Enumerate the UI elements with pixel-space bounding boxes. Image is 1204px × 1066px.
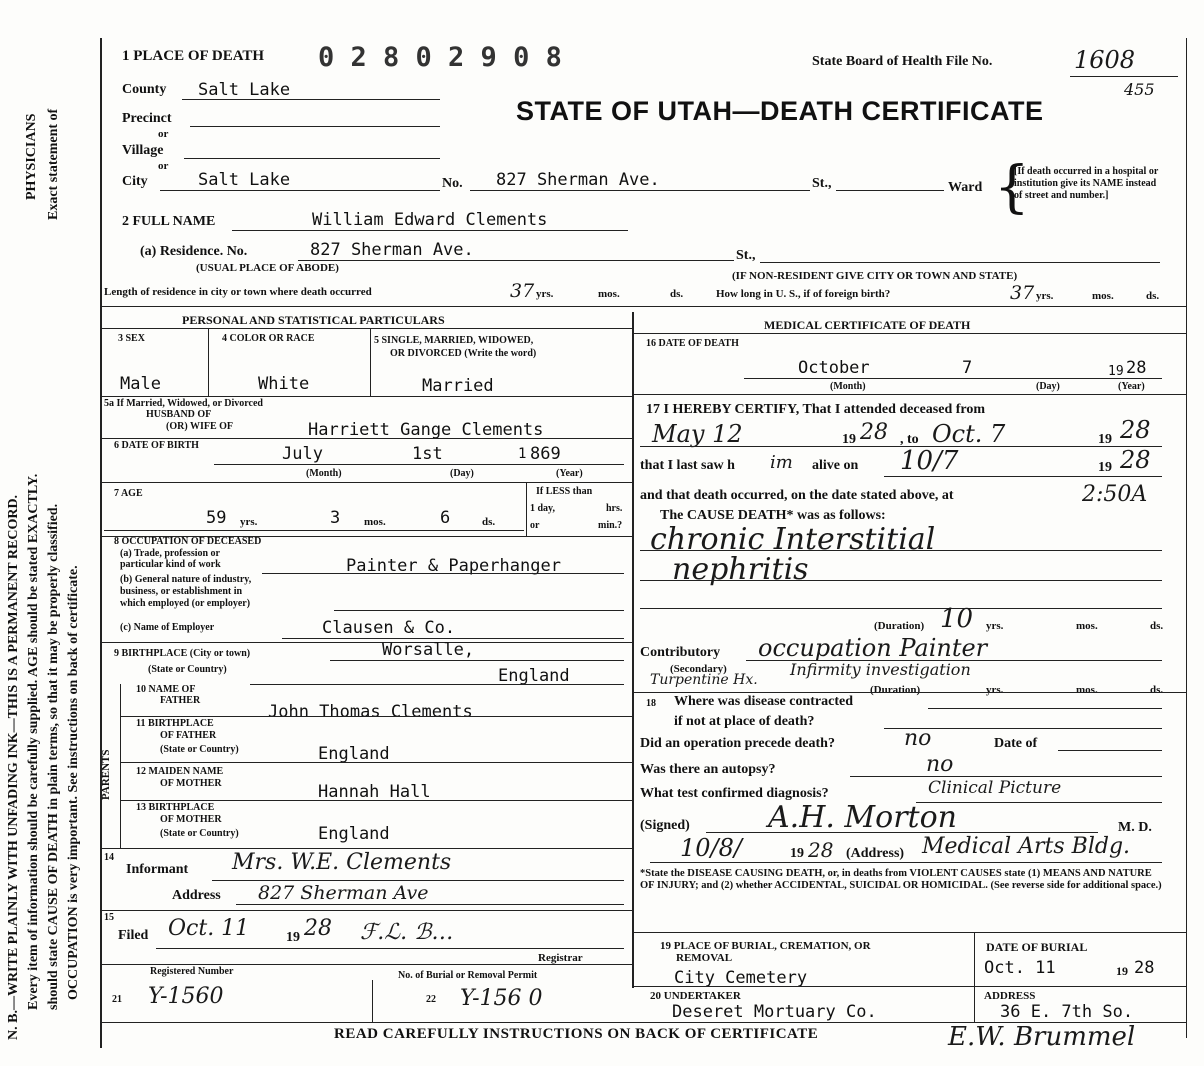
street-label: St.,	[812, 176, 832, 191]
item-21-number: 21	[112, 994, 122, 1005]
occupation-b1: (b) General nature of industry,	[120, 574, 252, 585]
burial-permit-label: No. of Burial or Removal Permit	[398, 970, 538, 981]
occupation-a1: (a) Trade, profession or	[120, 548, 220, 559]
color-label: 4 COLOR OR RACE	[222, 333, 315, 344]
to-label: , to	[900, 432, 919, 447]
signed-year-prefix: 19	[790, 846, 804, 861]
cause-label: The CAUSE DEATH* was as follows:	[660, 508, 886, 523]
cause-primary-1: chronic Interstitial	[650, 522, 936, 557]
county-label: County	[122, 82, 167, 97]
signed-year: 28	[808, 838, 834, 862]
attended-from-year: 28	[860, 420, 888, 445]
md-label: M. D.	[1118, 820, 1152, 835]
dod-year-caption: (Year)	[1118, 381, 1145, 392]
reg-number-value: Y-1560	[148, 984, 224, 1009]
registrar-signature: ℱ.ℒ. ℬ…	[360, 920, 454, 945]
duration-mos-unit: mos.	[1076, 620, 1098, 632]
certify-label: 17 I HEREBY CERTIFY, That I attended deceased from	[646, 402, 986, 417]
side-note-3: should state CAUSE OF DEATH in plain terms, so that it may be properly classified.	[46, 503, 61, 1010]
undertaker-label: 20 UNDERTAKER	[650, 990, 741, 1002]
address-value: 827 Sherman Ave	[258, 882, 429, 904]
death-time: 2:50A	[1082, 482, 1148, 507]
age-ds-unit: ds.	[482, 516, 496, 528]
footer-signature: E.W. Brummel	[948, 1022, 1136, 1052]
employer-value: Clausen & Co.	[322, 618, 456, 638]
burial-year: 28	[1134, 958, 1155, 978]
parents-label: PARENTS	[100, 749, 112, 800]
attended-to-year-prefix: 19	[1098, 432, 1112, 447]
autopsy-label: Was there an autopsy?	[640, 762, 776, 777]
how-long-yrs-unit: yrs.	[1036, 290, 1054, 302]
employer-label: (c) Name of Employer	[120, 622, 215, 633]
registrar-caption: Registrar	[538, 952, 583, 964]
mother-bp-1: 13 BIRTHPLACE	[136, 802, 215, 813]
spouse-label-3: (OR) WIFE OF	[166, 421, 234, 432]
item-15-number: 15	[104, 912, 114, 923]
age-label: 7 AGE	[114, 488, 143, 499]
medical-header: MEDICAL CERTIFICATE OF DEATH	[764, 318, 971, 332]
physician-address: Medical Arts Bldg.	[922, 834, 1131, 859]
how-long-mos-unit: mos.	[1092, 290, 1114, 302]
side-note-1b: PHYSICIANS	[24, 113, 39, 200]
state-country-caption: (State or Country)	[148, 664, 227, 675]
contributory-value-3: Infirmity investigation	[790, 660, 971, 679]
dod-year: 28	[1126, 358, 1147, 378]
duration-ds-unit: ds.	[1150, 620, 1164, 632]
hospital-brace: {	[994, 155, 1030, 220]
duration2-mos-unit: mos.	[1076, 684, 1098, 696]
state-disease-note: *State the DISEASE CAUSING DEATH, or, in deaths from VIOLENT CAUSES state (1) MEANS AND NATURE OF INJURY; and (2) whether ACCIDENTAL, SUICIDAL OR HOMICIDAL. (See reverse side for additional space.)	[640, 868, 1162, 891]
ward-label: Ward	[948, 180, 983, 195]
informant-value: Mrs. W.E. Clements	[232, 850, 452, 875]
filed-label: Filed	[118, 928, 149, 943]
dob-day: 1st	[412, 444, 443, 464]
city-value: Salt Lake	[198, 170, 291, 190]
left-border	[100, 38, 102, 1048]
duration-yrs-unit: yrs.	[986, 620, 1004, 632]
length-ds-unit: ds.	[670, 288, 684, 300]
signed-label: (Signed)	[640, 818, 690, 833]
mother-label-1: 12 MAIDEN NAME	[136, 766, 224, 777]
file-number: 1608	[1074, 46, 1136, 74]
duration2-label: (Duration)	[870, 684, 921, 696]
duration-value: 10	[940, 604, 974, 634]
occupation-label: 8 OCCUPATION OF DECEASED	[114, 536, 262, 547]
duration-label: (Duration)	[874, 620, 925, 632]
street-no-value: 827 Sherman Ave.	[496, 170, 660, 190]
mother-birthplace: England	[318, 824, 390, 844]
length-yrs-unit: yrs.	[536, 288, 554, 300]
where-contracted-label: Where was disease contracted	[674, 694, 853, 709]
mother-bp-3: (State or Country)	[160, 828, 239, 839]
section-divider	[100, 306, 1186, 307]
contributory-value-2: Turpentine Hx.	[650, 672, 758, 688]
father-label-1: 10 NAME OF	[136, 684, 196, 695]
age-yrs-unit: yrs.	[240, 516, 258, 528]
hrs-label: hrs.	[606, 503, 623, 514]
undertaker-value: Deseret Mortuary Co.	[672, 1002, 877, 1022]
stamp-number: 0 2 8 0 2 9 0 8	[318, 42, 562, 73]
autopsy-value: no	[926, 752, 954, 777]
length-residence-label: Length of residence in city or town where death occurred	[104, 286, 372, 298]
item-22-number: 22	[426, 994, 436, 1005]
how-long-label: How long in U. S., if of foreign birth?	[716, 288, 891, 300]
duration2-yrs-unit: yrs.	[986, 684, 1004, 696]
city-label: City	[122, 174, 148, 189]
occupation-b3: which employed (or employer)	[120, 598, 251, 609]
contributory-label: Contributory	[640, 645, 721, 660]
attended-to: Oct. 7	[932, 420, 1006, 448]
street-no-label: No.	[442, 176, 463, 191]
age-years: 59	[206, 508, 227, 528]
burial-year-prefix: 19	[1116, 964, 1128, 978]
burial-place: City Cemetery	[674, 968, 808, 988]
residence-st-label: St.,	[736, 248, 756, 263]
date-of-label: Date of	[994, 736, 1038, 751]
county-value: Salt Lake	[198, 80, 291, 100]
contributory-value: occupation Painter	[758, 634, 988, 662]
operation-label: Did an operation precede death?	[640, 736, 835, 751]
file-number-sub: 455	[1124, 80, 1155, 99]
duration2-ds-unit: ds.	[1150, 684, 1164, 696]
physician-signature: A.H. Morton	[768, 800, 957, 835]
last-saw-date: 10/7	[900, 446, 959, 476]
occupation-a2: particular kind of work	[120, 559, 221, 570]
test-label: What test confirmed diagnosis?	[640, 786, 829, 801]
dob-month-caption: (Month)	[306, 468, 342, 479]
dob-month: July	[282, 444, 323, 464]
dod-label: 16 DATE OF DEATH	[646, 338, 739, 349]
hospital-note: [If death occurred in a hospital or institution give its NAME instead of street and number.]	[1014, 166, 1159, 201]
dob-year-prefix: 1	[518, 446, 527, 462]
burial-label-1: 19 PLACE OF BURIAL, CREMATION, OR	[660, 940, 871, 952]
length-residence-yrs: 37	[510, 280, 535, 302]
spouse-value: Harriett Gange Clements	[308, 420, 544, 440]
side-note-4: OCCUPATION is very important. See instructions on back of certificate.	[66, 565, 81, 1000]
item-14-number: 14	[104, 852, 114, 863]
dob-day-caption: (Day)	[450, 468, 474, 479]
mother-label-2: OF MOTHER	[160, 778, 222, 789]
dod-year-prefix: 19	[1108, 364, 1124, 379]
burial-label-2: REMOVAL	[676, 952, 733, 964]
test-value: Clinical Picture	[928, 778, 1062, 798]
attended-from: May 12	[652, 420, 743, 448]
occupation-b2: business, or establishment in	[120, 586, 243, 597]
nonresident-caption: (IF NON-RESIDENT GIVE CITY OR TOWN AND STATE)	[732, 270, 1018, 282]
village-label: Village	[122, 143, 164, 158]
dod-day-caption: (Day)	[1036, 381, 1060, 392]
birthplace-label: 9 BIRTHPLACE (City or town)	[114, 648, 251, 659]
marital-value: Married	[422, 376, 494, 396]
or-2: or	[158, 160, 169, 172]
father-name: John Thomas Clements	[268, 702, 473, 722]
how-long-ds-unit: ds.	[1146, 290, 1160, 302]
operation-value: no	[904, 726, 932, 751]
dod-month: October	[798, 358, 870, 378]
right-border	[1186, 38, 1187, 1038]
or-label: or	[530, 520, 540, 531]
personal-header: PERSONAL AND STATISTICAL PARTICULARS	[182, 313, 445, 327]
last-saw-pronoun: im	[770, 452, 793, 473]
or-1: or	[158, 128, 169, 140]
address-label: Address	[172, 888, 221, 903]
cause-primary-2: nephritis	[672, 552, 809, 587]
occupation-value: Painter & Paperhanger	[346, 556, 561, 576]
age-mos-unit: mos.	[364, 516, 386, 528]
precinct-label: Precinct	[122, 111, 172, 126]
certificate-title: STATE OF UTAH—DEATH CERTIFICATE	[516, 96, 1044, 126]
center-divider	[632, 312, 634, 988]
reg-number-label: Registered Number	[150, 966, 234, 977]
secondary-label: (Secondary)	[670, 663, 727, 675]
dob-year-caption: (Year)	[556, 468, 583, 479]
age-months: 3	[330, 508, 341, 528]
sex-value: Male	[120, 374, 161, 394]
spouse-label-2: HUSBAND OF	[146, 409, 212, 420]
marital-label-1: 5 SINGLE, MARRIED, WIDOWED,	[374, 335, 534, 346]
spouse-label-1: 5a If Married, Widowed, or Divorced	[104, 398, 263, 409]
burial-permit-value: Y-156 0	[460, 986, 543, 1011]
dob-label: 6 DATE OF BIRTH	[114, 440, 199, 451]
physician-address-label: (Address)	[846, 846, 905, 861]
burial-date-label: DATE OF BURIAL	[986, 940, 1088, 954]
informant-label: Informant	[126, 862, 189, 877]
item-18-number: 18	[646, 698, 656, 709]
how-long-yrs: 37	[1010, 282, 1035, 304]
dob-year: 869	[530, 444, 561, 464]
mother-name: Hannah Hall	[318, 782, 431, 802]
usual-place-caption: (USUAL PLACE OF ABODE)	[196, 262, 339, 274]
last-saw-label: that I last saw h	[640, 458, 735, 473]
birthplace-country: England	[498, 666, 570, 686]
father-label-2: FATHER	[160, 695, 201, 706]
footer-instructions: READ CAREFULLY INSTRUCTIONS ON BACK OF CERTIFICATE	[334, 1026, 819, 1042]
one-day-label: 1 day,	[530, 503, 556, 514]
undertaker-address-label: ADDRESS	[984, 990, 1036, 1002]
length-mos-unit: mos.	[598, 288, 620, 300]
side-note-1: N. B.—WRITE PLAINLY WITH UNFADING INK—THIS IS A PERMANENT RECORD.	[6, 494, 21, 1040]
full-name-value: William Edward Clements	[312, 210, 548, 230]
not-place-label: if not at place of death?	[674, 714, 815, 729]
file-number-label: State Board of Health File No.	[812, 54, 993, 69]
filed-year-prefix: 19	[286, 930, 300, 945]
dod-day: 7	[962, 358, 973, 378]
filed-date: Oct. 11	[168, 916, 250, 941]
filed-year: 28	[304, 916, 332, 941]
last-saw-year-prefix: 19	[1098, 460, 1112, 475]
side-note-2: Every item of information should be carefully supplied. AGE should be stated EXACTLY.	[26, 473, 41, 1010]
undertaker-address: 36 E. 7th So.	[1000, 1002, 1134, 1022]
dod-month-caption: (Month)	[830, 381, 866, 392]
if-less-label: If LESS than	[536, 486, 593, 497]
birthplace-city: Worsalle,	[382, 640, 475, 660]
father-bp-2: OF FATHER	[160, 730, 217, 741]
place-of-death-label: 1 PLACE OF DEATH	[122, 48, 265, 64]
attended-to-year: 28	[1120, 416, 1151, 444]
signed-date: 10/8/	[680, 834, 742, 862]
attended-from-year-prefix: 19	[842, 432, 856, 447]
burial-date: Oct. 11	[984, 958, 1056, 978]
death-occurred-label: and that death occurred, on the date stated above, at	[640, 488, 954, 503]
full-name-label: 2 FULL NAME	[122, 214, 216, 229]
residence-value: 827 Sherman Ave.	[310, 240, 474, 260]
father-bp-1: 11 BIRTHPLACE	[136, 718, 214, 729]
father-birthplace: England	[318, 744, 390, 764]
mother-bp-2: OF MOTHER	[160, 814, 222, 825]
age-days: 6	[440, 508, 451, 528]
last-saw-year: 28	[1120, 446, 1151, 474]
marital-label-2: OR DIVORCED (Write the word)	[390, 348, 537, 359]
color-value: White	[258, 374, 310, 394]
sex-label: 3 SEX	[118, 333, 145, 344]
residence-label: (a) Residence. No.	[140, 244, 248, 259]
side-note-2b: Exact statement of	[46, 108, 61, 220]
alive-on-label: alive on	[812, 458, 859, 473]
father-bp-3: (State or Country)	[160, 744, 239, 755]
min-label: min.?	[598, 520, 623, 531]
